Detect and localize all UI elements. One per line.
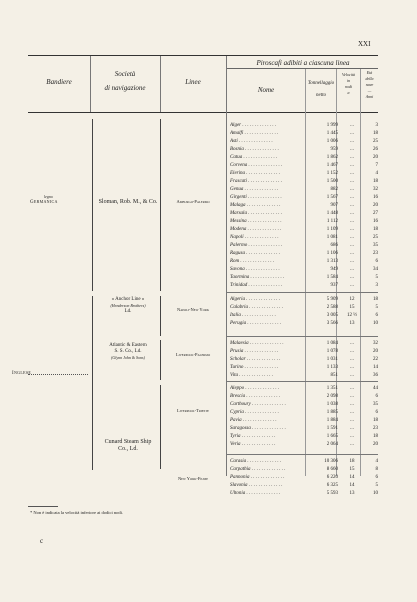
ship-age: 23 [373,426,378,431]
route-liverpool-palermo: Liverpool-Palermo [175,352,211,357]
table-row [226,146,378,153]
ship-age: 4 [375,459,378,464]
ship-speed: … [349,402,355,407]
ship-name: Taormina . . . . . . . . . . . . . . [230,275,285,280]
ship-tonnage: 5 909 [326,297,338,302]
header-netto: netto [316,93,326,98]
table-row [226,202,378,209]
ship-name: Malaesia . . . . . . . . . . . . . . [230,341,284,346]
ship-name: Corvena . . . . . . . . . . . . . . [230,163,283,168]
ship-name: Cypria . . . . . . . . . . . . . . [230,410,279,415]
ship-name: Frascati . . . . . . . . . . . . . . [230,179,282,184]
ship-tonnage: 686 [330,243,338,248]
table-row [226,401,378,408]
ship-age: 5 [375,483,378,488]
ship-tonnage: 851 [330,373,338,378]
ship-speed: … [349,426,355,431]
header-tonnellaggio: Tonnellaggio [307,81,335,86]
ship-tonnage: 1 006 [326,139,338,144]
ship-tonnage: 882 [330,187,338,192]
ship-speed: … [349,235,355,240]
ship-speed: … [349,123,355,128]
ship-tonnage: 5 593 [326,491,338,496]
ship-tonnage: 949 [330,267,338,272]
col-sep-2 [160,56,161,112]
ship-name: Napoli . . . . . . . . . . . . . . [230,235,279,240]
ship-speed: 12 [349,297,355,302]
ship-tonnage: 1 133 [326,365,338,370]
ship-name: Elerina . . . . . . . . . . . . . . [230,171,280,176]
ship-age: 16 [373,195,378,200]
ship-speed: 14 [349,475,355,480]
flag-germanica: legno Germanica [30,194,58,205]
ship-speed: … [349,418,355,423]
ship-tonnage: 2 588 [326,305,338,310]
ship-name: Slavonia . . . . . . . . . . . . . . [230,483,283,488]
ship-tonnage: 1 109 [326,227,338,232]
ship-speed: … [349,219,355,224]
page-number: XXI [358,40,371,48]
ship-age: 18 [373,434,378,439]
ship-age: 25 [373,139,378,144]
ship-speed: … [349,349,355,354]
ship-age: 36 [373,373,378,378]
table-row [226,393,378,400]
ship-speed: … [349,434,355,439]
ship-tonnage: 3 566 [326,321,338,326]
company-cunard: Cunard Steam Ship Co., Ld. [104,439,152,452]
ship-name: Alger . . . . . . . . . . . . . . [230,123,277,128]
table-row [226,474,378,481]
group-sep-3 [226,381,378,382]
ship-age: 8 [375,467,378,472]
table-row [226,348,378,355]
table-row [226,458,378,465]
ship-age: 18 [373,418,378,423]
ship-age: 10 [373,321,378,326]
ship-tonnage: 1 500 [326,179,338,184]
ship-age: 7 [375,163,378,168]
ship-name: Carasia . . . . . . . . . . . . . . [230,459,282,464]
header-societa-sub: di navigazione [104,84,146,92]
ship-tonnage: 2 098 [326,394,338,399]
ship-tonnage: 10 306 [324,459,338,464]
group-sep-1 [226,292,378,293]
ship-tonnage: 1 567 [326,195,338,200]
ship-tonnage: 6 220 [326,475,338,480]
ship-name: Genua . . . . . . . . . . . . . . [230,187,279,192]
ship-speed: … [349,386,355,391]
ship-name: Aleppo . . . . . . . . . . . . . . [230,386,280,391]
header-eta: Età della nave — Anni [365,70,374,99]
ship-name: Prusia . . . . . . . . . . . . . . [230,349,279,354]
ship-speed: … [349,147,355,152]
footnote-rule [28,506,58,507]
ship-tonnage: 1 445 [326,131,338,136]
ship-name: Perugia . . . . . . . . . . . . . . [230,321,282,326]
ship-age: 3 [375,123,378,128]
table-row [226,425,378,432]
ship-age: 26 [373,147,378,152]
header-bottom-rule [28,112,378,113]
table-row [226,162,378,169]
ship-tonnage: 1 078 [326,349,338,354]
ship-age: 16 [373,219,378,224]
footnote: * Non è indicata la velocità inferiore ai dodici nodi. [30,510,123,515]
table-row [226,282,378,289]
ship-name: Algeria . . . . . . . . . . . . . . [230,297,280,302]
ship-tonnage: 1 081 [326,235,338,240]
ship-name: Italia . . . . . . . . . . . . . . [230,313,276,318]
table-row [226,266,378,273]
header-top-rule [28,55,378,56]
piroscafi-rule [226,68,378,69]
table-row [226,441,378,448]
ship-age: 18 [373,179,378,184]
bracket-germany [92,119,93,291]
company-atlantic: Atlantic & Eastern S. S. Co., Ld. (Glynn John & Sons) [109,343,147,360]
ship-age: 6 [375,259,378,264]
route-napoli-new-york: Napoli-New York [176,307,210,312]
table-row [226,433,378,440]
ship-age: 25 [373,235,378,240]
table-row [226,320,378,327]
ship-speed: … [349,131,355,136]
header-bandiere: Bandiere [46,78,72,86]
ship-age: 18 [373,297,378,302]
ship-age: 4 [375,171,378,176]
ship-tonnage: 2 064 [326,442,338,447]
ship-tonnage: 1 665 [326,434,338,439]
ship-tonnage: 6 325 [326,483,338,488]
table-row [226,250,378,257]
table-row [226,194,378,201]
route-amburgo-palermo: Amburgo-Palermo [176,199,210,204]
ship-name: Palermo . . . . . . . . . . . . . . [230,243,283,248]
ship-speed: … [349,187,355,192]
ship-speed: … [349,365,355,370]
table-row [226,296,378,303]
header-velocita: Velocità in nodi a [342,72,355,95]
header-nome: Nome [257,86,275,94]
ship-name: Rom . . . . . . . . . . . . . . [230,259,275,264]
ship-age: 6 [375,394,378,399]
bracket-routes-4 [160,385,161,469]
ship-tonnage: 1 084 [326,341,338,346]
ship-speed: … [349,163,355,168]
ship-tonnage: 1 862 [326,155,338,160]
ship-name: Bosnia . . . . . . . . . . . . . . [230,147,279,152]
ship-name: Marsala . . . . . . . . . . . . . . [230,211,282,216]
ship-tonnage: 1 031 [326,357,338,362]
ship-age: 20 [373,203,378,208]
ship-tonnage: 1 313 [326,259,338,264]
ship-tonnage: 8 660 [326,467,338,472]
header-societa: Società [114,70,136,78]
ship-speed: … [349,195,355,200]
bracket-routes-3 [160,340,161,380]
table-row [226,234,378,241]
table-row [226,340,378,347]
table-row [226,130,378,137]
bracket-routes-2 [160,296,161,336]
table-row [226,482,378,489]
ship-name: Pavia . . . . . . . . . . . . . . [230,418,277,423]
ship-name: Girgenti . . . . . . . . . . . . . . [230,195,282,200]
table-row [226,312,378,319]
ship-name: Messina . . . . . . . . . . . . . . [230,219,282,224]
table-row [226,226,378,233]
table-row [226,178,378,185]
ship-age: 35 [373,402,378,407]
ship-name: Ragusa . . . . . . . . . . . . . . [230,251,280,256]
ship-name: Trinidad . . . . . . . . . . . . . . [230,283,283,288]
ship-age: 20 [373,155,378,160]
ship-age: 23 [373,251,378,256]
ship-name: Turino . . . . . . . . . . . . . . [230,365,279,370]
company-sloman: Sloman, Rob. M., & Co. [98,199,158,205]
ship-age: 44 [373,386,378,391]
ship-tonnage: 1 999 [326,123,338,128]
company-anchor: « Anchor Line » (Henderson Brothers) Ld. [110,297,146,314]
table-row [226,122,378,129]
ship-age: 34 [373,267,378,272]
table-row [226,210,378,217]
table-row [226,170,378,177]
table-row [226,138,378,145]
ship-speed: … [349,211,355,216]
ship-speed: … [349,442,355,447]
table-row [226,242,378,249]
ship-tonnage: 1 112 [326,219,338,224]
ship-name: Amalfi . . . . . . . . . . . . . . [230,131,279,136]
ship-speed: 15 [349,467,355,472]
ship-age: 27 [373,211,378,216]
ship-tonnage: 907 [330,203,338,208]
ship-speed: 12 ½ [347,313,357,318]
ship-age: 14 [373,365,378,370]
ship-age: 22 [373,357,378,362]
ship-speed: … [349,227,355,232]
ship-name: Carthoury . . . . . . . . . . . . . . [230,402,286,407]
ship-speed: … [349,259,355,264]
ship-name: Tyria . . . . . . . . . . . . . . [230,434,276,439]
ship-age: 20 [373,442,378,447]
ship-name: Savona . . . . . . . . . . . . . . [230,267,280,272]
ship-name: Pannonia . . . . . . . . . . . . . . [230,475,285,480]
ship-tonnage: 1 351 [326,386,338,391]
ship-tonnage: 1 106 [326,251,338,256]
ship-name: Malaga . . . . . . . . . . . . . . [230,203,281,208]
ship-speed: … [349,275,355,280]
ship-tonnage: 1 584 [326,275,338,280]
ship-tonnage: 1 884 [326,418,338,423]
ship-age: 20 [373,349,378,354]
ship-name: Catua . . . . . . . . . . . . . . [230,155,278,160]
ship-speed: … [349,341,355,346]
ship-speed: … [349,139,355,144]
ship-speed: … [349,171,355,176]
bracket-england [92,296,93,470]
ship-speed: 15 [349,305,355,310]
route-liverpool-trieste: Liverpool-Trieste [177,408,209,413]
table-row [226,258,378,265]
ship-age: 3 [375,283,378,288]
ship-tonnage: 959 [330,147,338,152]
ship-age: 6 [375,475,378,480]
ship-name: Vita . . . . . . . . . . . . . . [230,373,273,378]
ship-age: 6 [375,410,378,415]
ship-name: Scholar . . . . . . . . . . . . . . [230,357,281,362]
ship-name: Modena . . . . . . . . . . . . . . [230,227,282,232]
table-row [226,417,378,424]
table-row [226,186,378,193]
header-linee: Linee [185,78,201,86]
ship-tonnage: 1 448 [326,211,338,216]
ship-speed: … [349,283,355,288]
ship-tonnage: 1 885 [326,410,338,415]
ship-speed: … [349,410,355,415]
ship-name: Carpathia . . . . . . . . . . . . . . [230,467,286,472]
ship-age: 6 [375,313,378,318]
header-piroscafi: Piroscafi adibiti a ciascuna linea [256,59,350,67]
table-row [226,274,378,281]
ship-name: Brescia . . . . . . . . . . . . . . [230,394,281,399]
ship-age: 32 [373,187,378,192]
ship-tonnage: 1 152 [326,171,338,176]
signature-mark: c [40,537,44,545]
bracket-routes-1 [160,119,161,291]
ship-speed: 18 [349,459,355,464]
col-sep-1 [90,56,91,112]
ship-tonnage: 1 038 [326,402,338,407]
ship-speed: … [349,267,355,272]
ship-name: Saragossa . . . . . . . . . . . . . . [230,426,286,431]
table-row [226,385,378,392]
ship-name: Veria . . . . . . . . . . . . . . [230,442,276,447]
table-row [226,490,378,497]
ship-speed: … [349,394,355,399]
ship-speed: 13 [349,491,355,496]
ship-speed: 13 [349,321,355,326]
ship-speed: … [349,243,355,248]
ship-speed: … [349,155,355,160]
ship-name: Asti . . . . . . . . . . . . . . [230,139,273,144]
ship-tonnage: 1 467 [326,163,338,168]
route-new-york-fiume: New York-Fiume [177,476,209,481]
ship-speed: … [349,203,355,208]
table-row [226,364,378,371]
ship-age: 5 [375,275,378,280]
ship-age: 32 [373,341,378,346]
ship-speed: … [349,179,355,184]
ship-tonnage: 3 005 [326,313,338,318]
flag-inglese-dots [28,374,88,375]
ship-speed: … [349,251,355,256]
table-row [226,372,378,379]
group-sep-2 [226,336,378,337]
ship-age: 10 [373,491,378,496]
ship-age: 35 [373,243,378,248]
table-row [226,466,378,473]
ship-speed: 14 [349,483,355,488]
ship-tonnage: 937 [330,283,338,288]
ship-name: Ultonia . . . . . . . . . . . . . . [230,491,281,496]
group-sep-4 [226,454,378,455]
table-row [226,304,378,311]
flag-inglese: Inglese [12,371,32,376]
ship-speed: … [349,373,355,378]
table-row [226,409,378,416]
ship-tonnage: 1 591 [326,426,338,431]
table-row [226,356,378,363]
ship-age: 5 [375,305,378,310]
ship-speed: … [349,357,355,362]
ship-name: Calabria . . . . . . . . . . . . . . [230,305,284,310]
table-row [226,218,378,225]
ship-age: 18 [373,227,378,232]
table-row [226,154,378,161]
ship-age: 18 [373,131,378,136]
